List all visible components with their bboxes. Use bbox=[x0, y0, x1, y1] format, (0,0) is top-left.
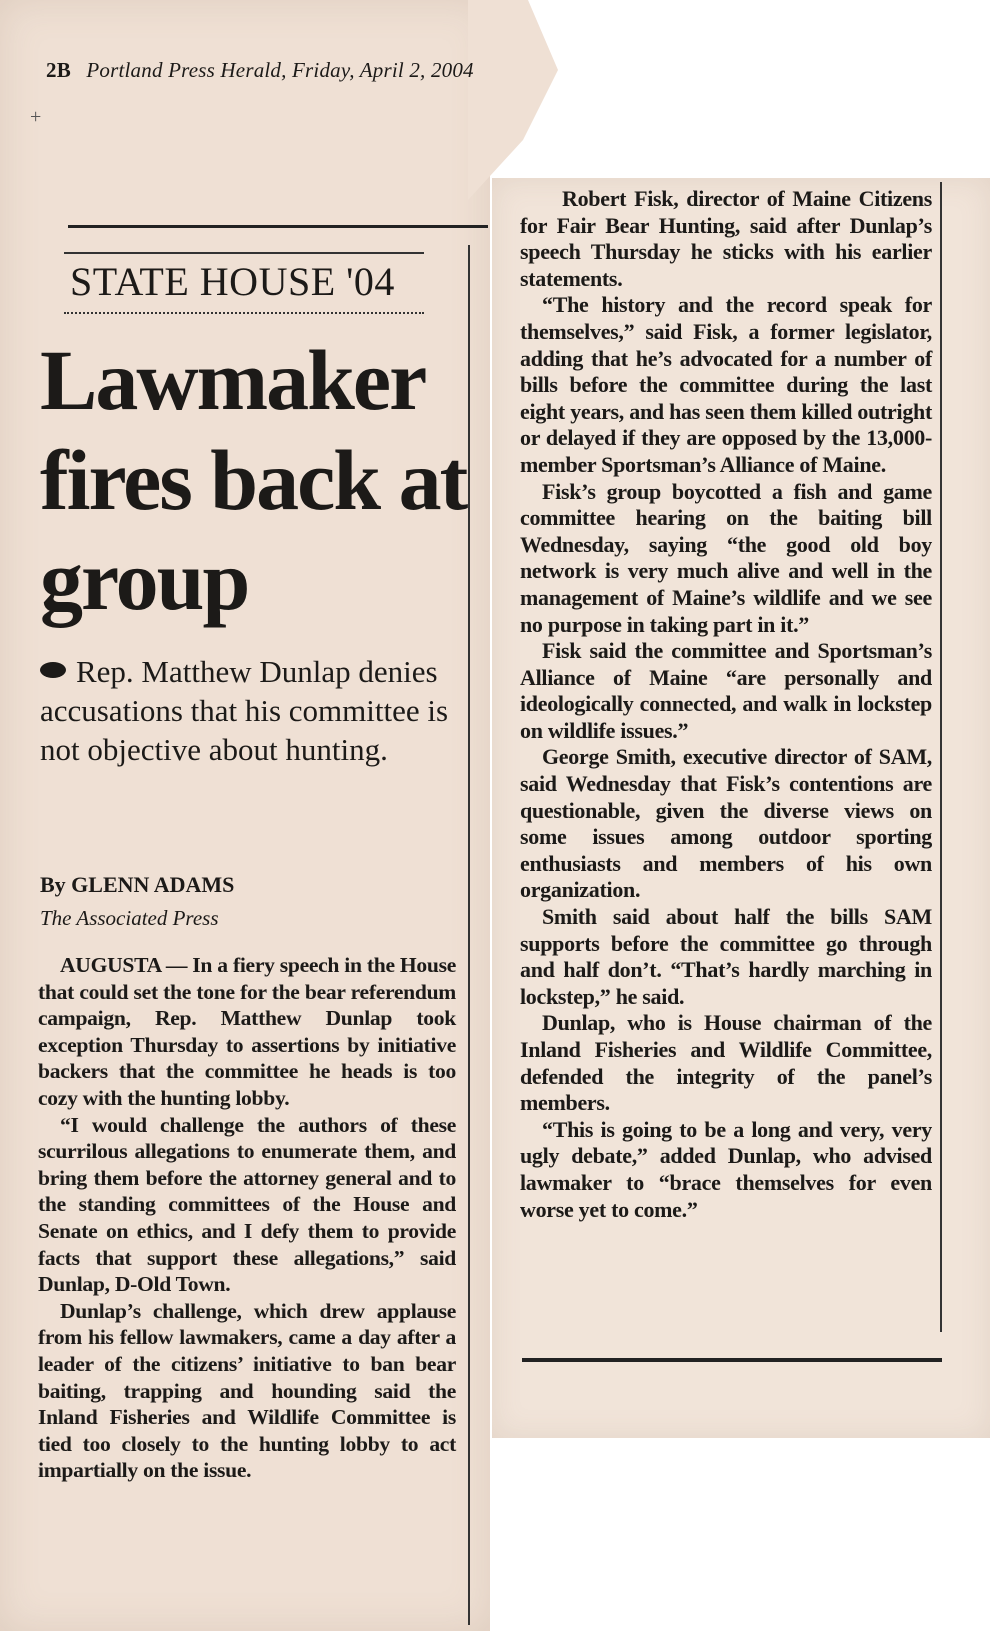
paragraph: “The history and the record speak for themselves,” said Fisk, a former legislator, adding that he’s advocated for a number of bills before the committee during the last eight years, and has seen them killed outright or delayed if they are opposed by the 13,000-member Sportsman’s Alliance of Maine. bbox=[520, 292, 932, 477]
article-column-2 bbox=[520, 186, 932, 1223]
deck bbox=[40, 652, 460, 769]
headline: Lawmaker fires back at group bbox=[40, 332, 467, 628]
page-number: 2B bbox=[46, 58, 71, 82]
paragraph: George Smith, executive director of SAM, said Wednesday that Fisk’s contentions are questionable, given the diverse views on some issues among outdoor sporting enthusiasts and members of his own organization. bbox=[520, 744, 932, 903]
paragraph: “I would challenge the authors of these scurrilous allegations to enumerate them, and bring them before the attorney general and to the standing committees of the House and Senate on ethics, and I defy them to provide facts that support these allegations,” said Dunlap, D-Old Town. bbox=[38, 1112, 456, 1297]
paragraph: Dunlap’s challenge, which drew applause from his fellow lawmakers, came a day after a leader of the citizens’ initiative to ban bear baiting, trapping and hounding said the Inland Fisheries and Wildlife Committee is tied too closely to the hunting lobby to act impartially on the issue. bbox=[38, 1298, 456, 1483]
deck-text: Rep. Matthew Dunlap denies accusations that his committee is not objective about hunting. bbox=[40, 654, 449, 767]
registration-mark-icon: + bbox=[30, 106, 42, 128]
paragraph: Fisk said the committee and Sportsman’s Alliance of Maine “are personally and ideologically connected, and walk in lockstep on wildlife issues.” bbox=[520, 638, 932, 743]
paragraph: Robert Fisk, director of Maine Citizens for Fair Bear Hunting, said after Dunlap’s speech Thursday he sticks with his earlier statements. bbox=[520, 186, 932, 291]
article-column-1 bbox=[38, 952, 456, 1484]
paragraph: Fisk’s group boycotted a fish and game committee hearing on the baiting bill Wednesday, saying “the good old boy network is very much alive and well in the management of Maine’s wildlife and we see no purpose in taking part in it.” bbox=[520, 478, 932, 637]
end-rule bbox=[522, 1358, 942, 1362]
page-folio bbox=[46, 58, 474, 83]
torn-edge bbox=[468, 0, 568, 200]
kicker: STATE HOUSE '04 bbox=[70, 259, 395, 304]
bullet-icon bbox=[40, 662, 66, 678]
column-rule bbox=[940, 182, 942, 1332]
byline: By GLENN ADAMS bbox=[40, 872, 235, 897]
paper-dateline: Portland Press Herald, Friday, April 2, 2004 bbox=[86, 58, 474, 82]
agency-credit: The Associated Press bbox=[40, 906, 219, 930]
paragraph: AUGUSTA — In a fiery speech in the House that could set the tone for the bear referendum campaign, Rep. Matthew Dunlap took exception Thursday to assertions by initiative backers that the committee he heads is too cozy with the hunting lobby. bbox=[38, 953, 456, 1110]
paragraph: Smith said about half the bills SAM supports before the committee go through and half don’t. “That’s hardly marching in lockstep,” he said. bbox=[520, 904, 932, 1009]
paragraph: “This is going to be a long and very, very ugly debate,” added Dunlap, who advised lawmaker to “brace themselves for even worse yet to come.” bbox=[520, 1116, 932, 1222]
paragraph: Dunlap, who is House chairman of the Inland Fisheries and Wildlife Committee, defended the integrity of the panel’s members. bbox=[520, 1010, 932, 1116]
top-rule bbox=[68, 225, 488, 228]
